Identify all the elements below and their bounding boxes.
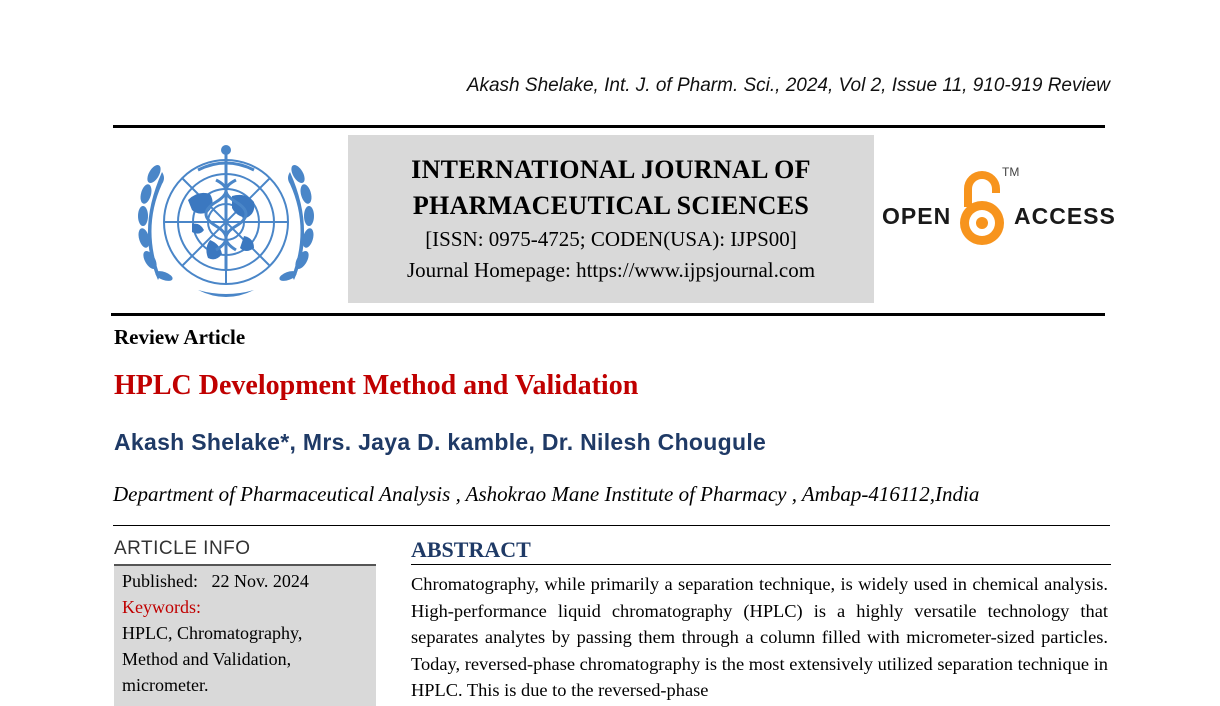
open-lock-icon (954, 167, 1010, 249)
keyword-line: Method and Validation, (122, 649, 292, 669)
running-header: Akash Shelake, Int. J. of Pharm. Sci., 2024, Vol 2, Issue 11, 910-919 Review (466, 75, 1110, 96)
journal-name-line1: INTERNATIONAL JOURNAL OF (411, 155, 811, 184)
header-bottom-rule (111, 313, 1105, 316)
published-line (122, 568, 376, 594)
open-access-access-text: ACCESS (1014, 203, 1116, 229)
published-label: Published: (122, 571, 199, 591)
author-affiliation: Department of Pharmaceutical Analysis , Ashokrao Mane Institute of Pharmacy , Ambap-416112,India (113, 482, 980, 506)
journal-issn: [ISSN: 0975-4725; CODEN(USA): IJPS00] (425, 227, 797, 251)
open-access-open-text: OPEN (882, 203, 952, 229)
keyword-line: HPLC, Chromatography, (122, 623, 303, 643)
journal-homepage[interactable]: Journal Homepage: https://www.ijpsjournal.com (406, 258, 816, 282)
abstract-rule (411, 564, 1111, 565)
abstract-text: Chromatography, while primarily a separation technique, is widely used in chemical analysis. High-performance liquid chromatography (HPLC) is a highly versatile technology that separates analytes by passing them through a column filled with micrometer-sized particles. Today, reversed-phase chromatography is the most extensively utilized separation technique in HPLC. This is due to the reversed-phase (411, 574, 1108, 700)
published-date: 22 Nov. 2024 (211, 571, 309, 591)
keyword-line: micrometer. (122, 675, 209, 695)
header-top-rule (113, 125, 1105, 128)
article-title: HPLC Development Method and Validation (114, 370, 639, 401)
article-info-heading: ARTICLE INFO (114, 538, 251, 559)
affiliation-divider (113, 525, 1110, 526)
journal-name-line2: PHARMACEUTICAL SCIENCES (412, 191, 810, 220)
article-info-box (114, 566, 376, 706)
keywords-label: Keywords: (122, 597, 201, 617)
article-type: Review Article (114, 325, 246, 349)
article-authors: Akash Shelake*, Mrs. Jaya D. kamble, Dr. Nilesh Chougule (114, 429, 767, 455)
journal-masthead (348, 135, 874, 303)
trademark-symbol: TM (1002, 165, 1020, 179)
journal-emblem-logo (128, 140, 324, 304)
abstract-heading: ABSTRACT (411, 537, 531, 562)
open-access-logo (880, 165, 1116, 255)
